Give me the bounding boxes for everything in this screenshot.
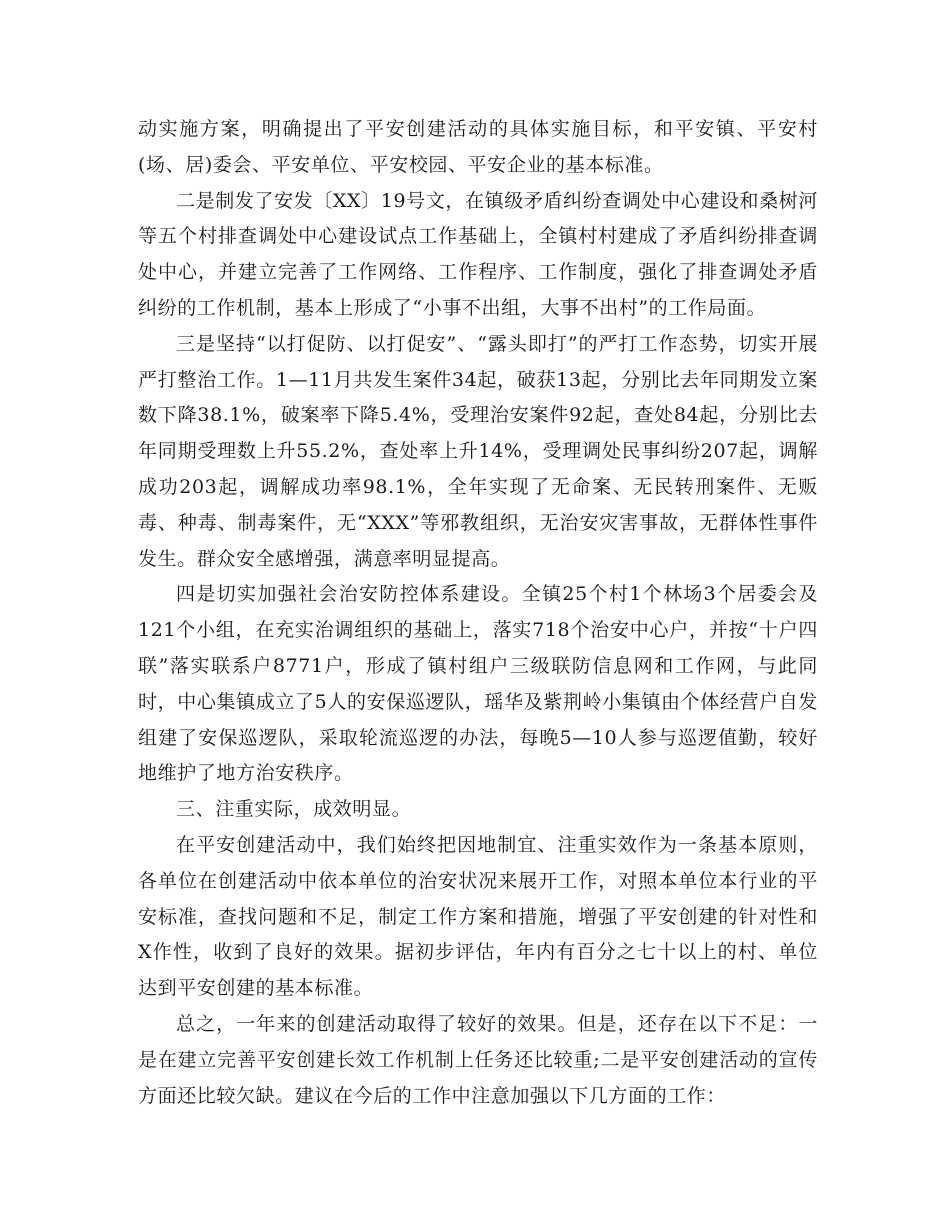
section-heading: 三、注重实际，成效明显。 (176, 798, 412, 821)
paragraph-item-two: 二是制发了安发〔XX〕19号文，在镇级矛盾纠纷查调处中心建设和桑树河等五个村排查调处中心建设试点工作基础上，全镇村村建成了矛盾纠纷排查调处中心，并建立完善了工作网络、工作程序、工作制度，强化了排查调处矛盾纠纷的工作机制，基本上形成了“小事不出组，大事不出村”的工作局面。 (138, 189, 818, 319)
paragraph-item-four: 四是切实加强社会治安防控体系建设。全镇25个村1个林场3个居委会及121个小组，在充实治调组织的基础上，落实718个治安中心户，并按“十户四联”落实联系户8771户，形成了镇村组户三级联防信息网和工作网，与此同时，中心集镇成立了5人的安保巡逻队，瑶华及紫荆岭小集镇由个体经营户自发组建了安保巡逻队，采取轮流巡逻的办法，每晚5—10人参与巡逻值勤，较好地维护了地方治安秩序。 (138, 583, 818, 785)
paragraph-item-three: 三是坚持“以打促防、以打促安”、“露头即打”的严打工作态势，切实开展严打整治工作。1—11月共发生案件34起，破获13起，分别比去年同期发立案数下降38.1%，破案率下降5.4%，受理治安案件92起，查处84起，分别比去年同期受理数上升55.2%，查处率上升14%，受理调处民事纠纷207起，调解成功203起，调解成功率98.1%，全年实现了无命案、无民转刑案件、无贩毒、种毒、制毒案件，无“XXX”等邪教组织，无治安灾害事故，无群体性事件发生。群众安全感增强，满意率明显提高。 (138, 332, 818, 570)
paragraph-summary: 总之，一年来的创建活动取得了较好的效果。但是，还存在以下不足：一是在建立完善平安创建长效工作机制上任务还比较重;二是平安创建活动的宣传方面还比较欠缺。建议在今后的工作中注意加强以下几方面的工作： (138, 1012, 818, 1107)
paragraph-continuation: 动实施方案，明确提出了平安创建活动的具体实施目标，和平安镇、平安村(场、居)委会、平安单位、平安校园、平安企业的基本标准。 (138, 118, 818, 176)
document-body (138, 112, 818, 1114)
paragraph-practice: 在平安创建活动中，我们始终把因地制宜、注重实效作为一条基本原则，各单位在创建活动中依本单位的治安状况来展开工作，对照本单位本行业的平安标准，查找问题和不足，制定工作方案和措施，增强了平安创建的针对性和X作性，收到了良好的效果。据初步评估，年内有百分之七十以上的村、单位达到平安创建的基本标准。 (138, 833, 818, 1000)
